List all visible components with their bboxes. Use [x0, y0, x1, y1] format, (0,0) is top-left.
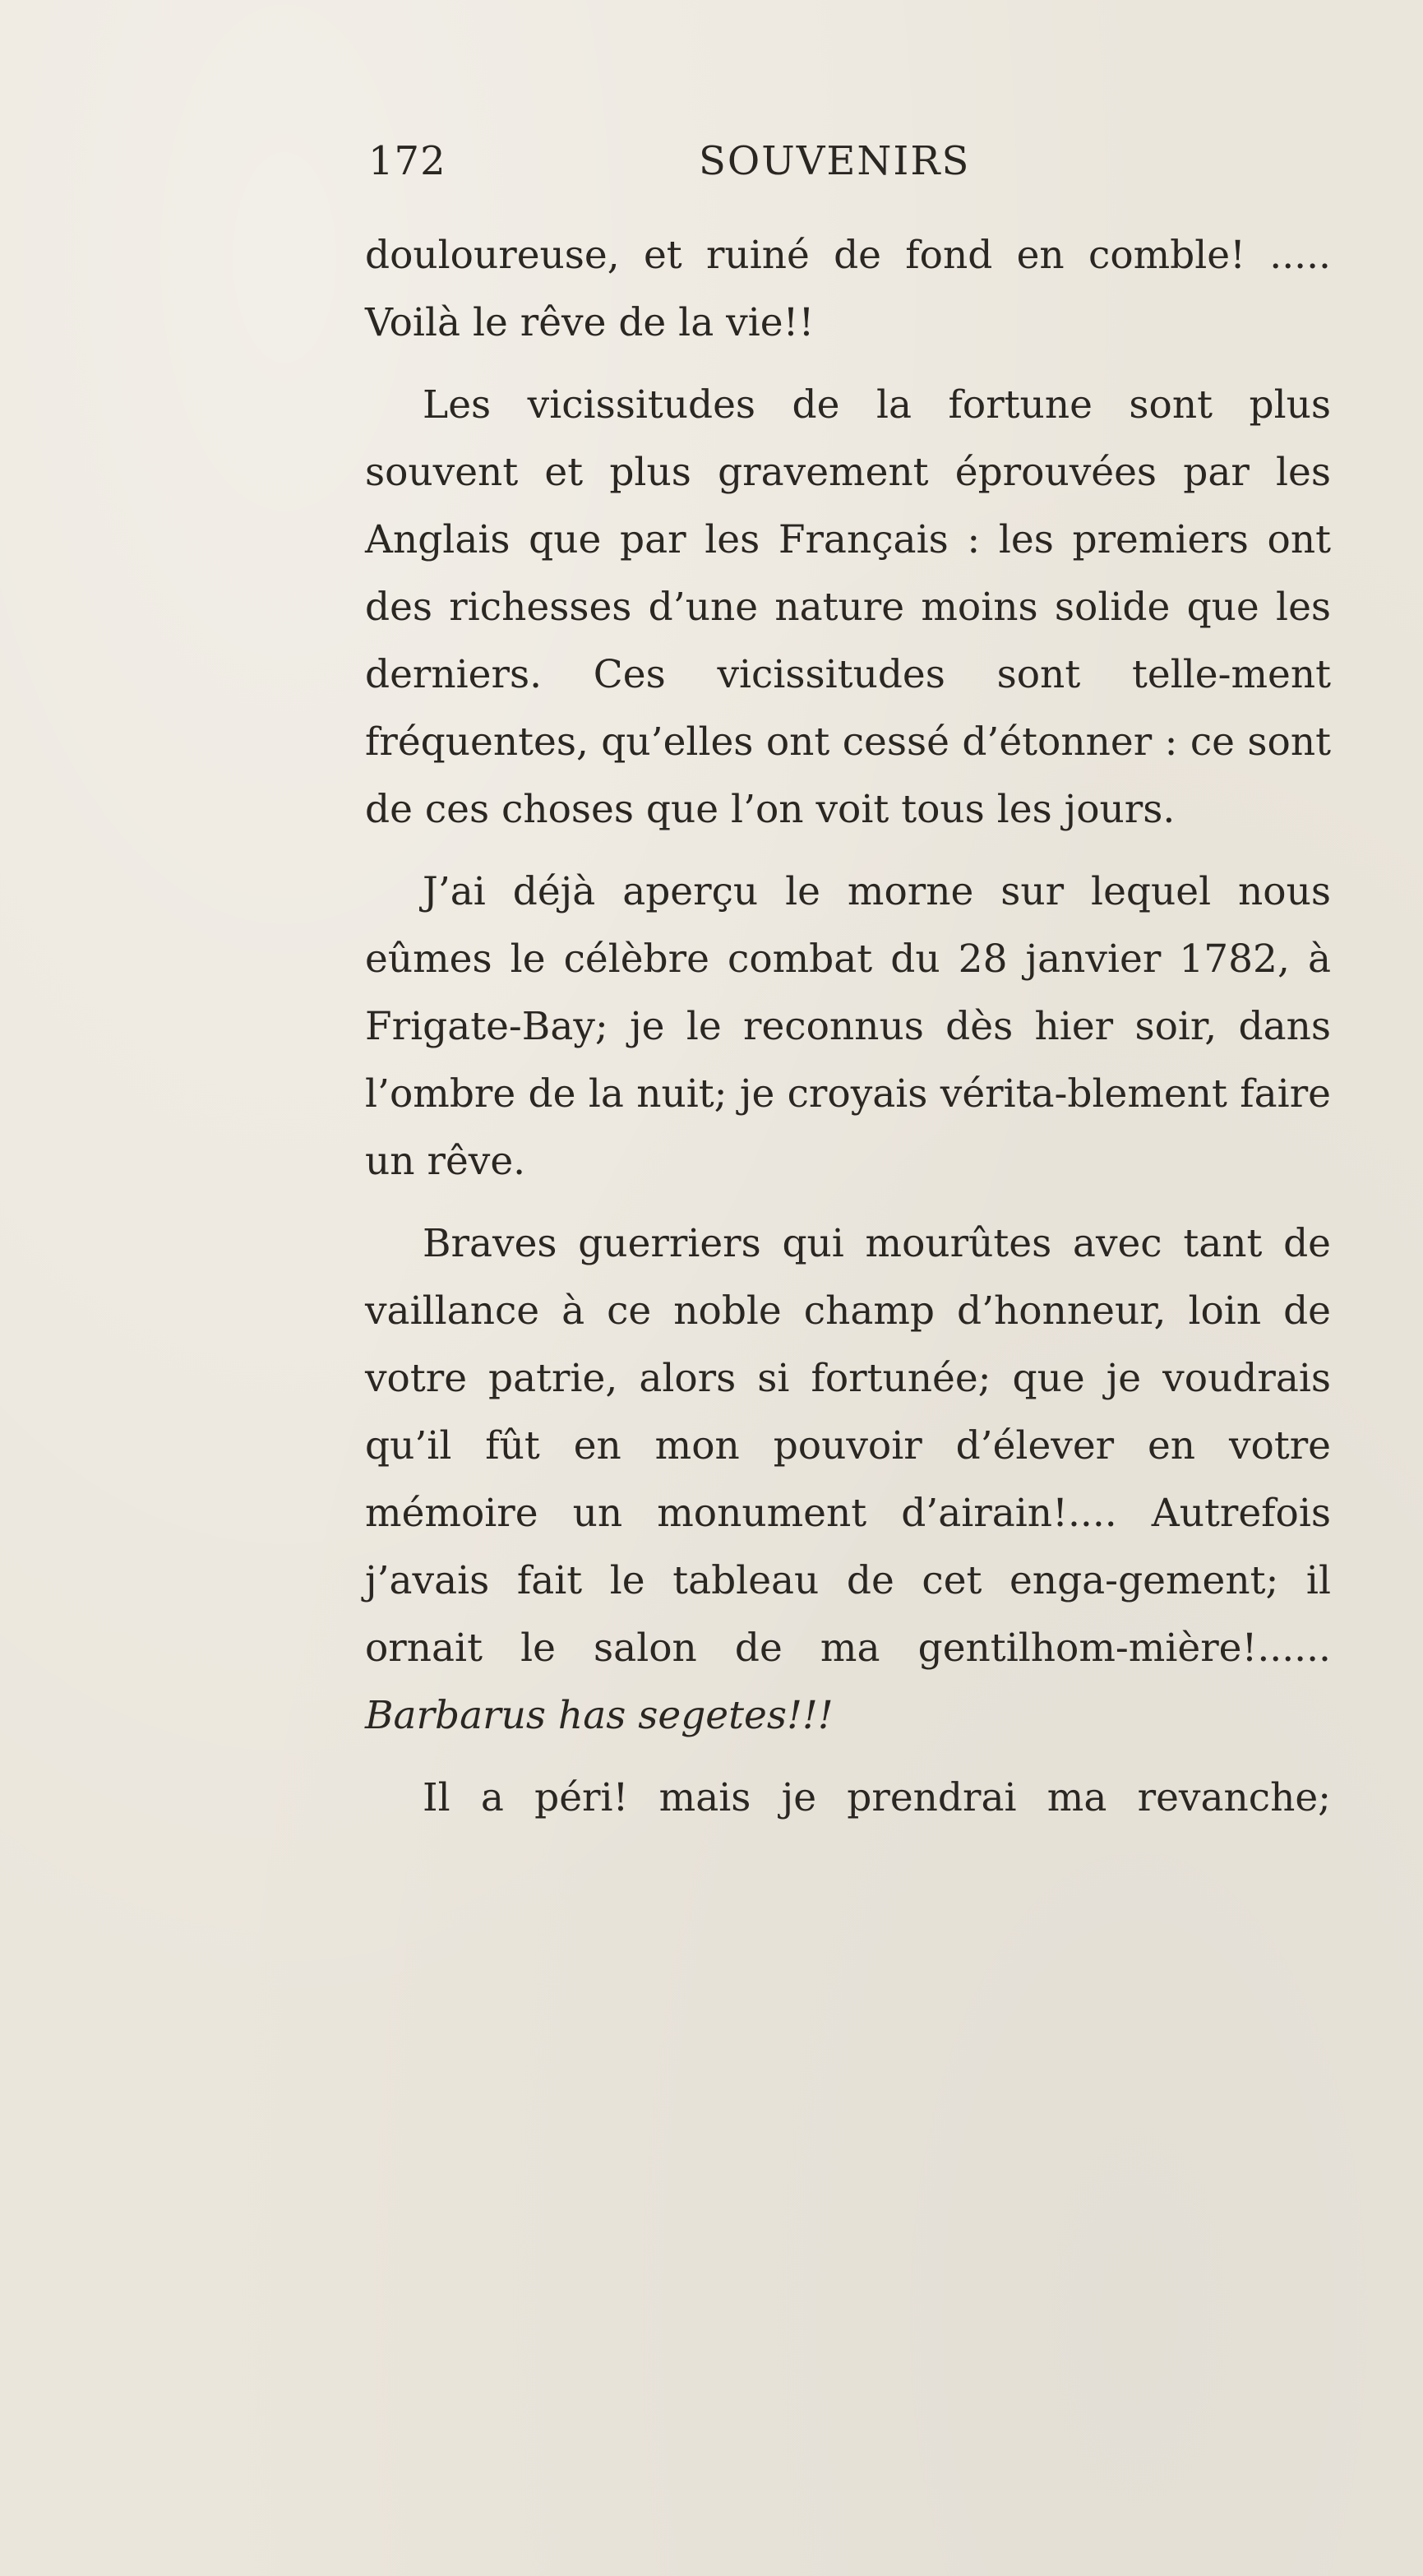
paragraph-1-text: douloureuse, et ruiné de fond en comble! ..... Voilà le rêve de la vie!!: [365, 233, 1331, 345]
paragraph-3: [365, 858, 1331, 1196]
paragraph-1: [365, 222, 1331, 357]
paragraph-5-text: Il a péri! mais je prendrai ma revanche;: [423, 1775, 1331, 1820]
paragraph-3-text: J’ai déjà aperçu le morne sur lequel nous eûmes le célèbre combat du 28 janvier 1782, à Frigate-Bay; je le reconnus dès hier soir, dans l’ombre de la nuit; je croyais vérita-blement faire un rêve.: [365, 869, 1331, 1184]
page-header: [368, 138, 1355, 204]
paragraph-2-text: Les vicissitudes de la fortune sont plus souvent et plus gravement éprouvées par les Anglais que par les Français : les premiers ont des richesses d’une nature moins solide que les derniers. Ces vicissitudes sont telle-ment fréquentes, qu’elles ont cessé d’étonner : ce sont de ces choses que l’on voit tous les jours.: [365, 382, 1331, 832]
running-title: SOUVENIRS: [699, 138, 971, 184]
paragraph-2: [365, 372, 1331, 844]
body-text: [365, 222, 1331, 1847]
latin-quote: Barbarus has segetes!!!: [365, 1693, 834, 1738]
paragraph-5: [365, 1764, 1331, 1832]
page-number: 172: [368, 138, 446, 184]
paragraph-4-text: Braves guerriers qui mourûtes avec tant de vaillance à ce noble champ d’honneur, loin de votre patrie, alors si fortunée; que je voudrais qu’il fût en mon pouvoir d’élever en votre mémoire un monument d’airain!.... Autrefois j’avais fait le tableau de cet enga-gement; il ornait le salon de ma gentilhom-mière!......: [365, 1221, 1331, 1671]
paragraph-4: [365, 1210, 1331, 1750]
